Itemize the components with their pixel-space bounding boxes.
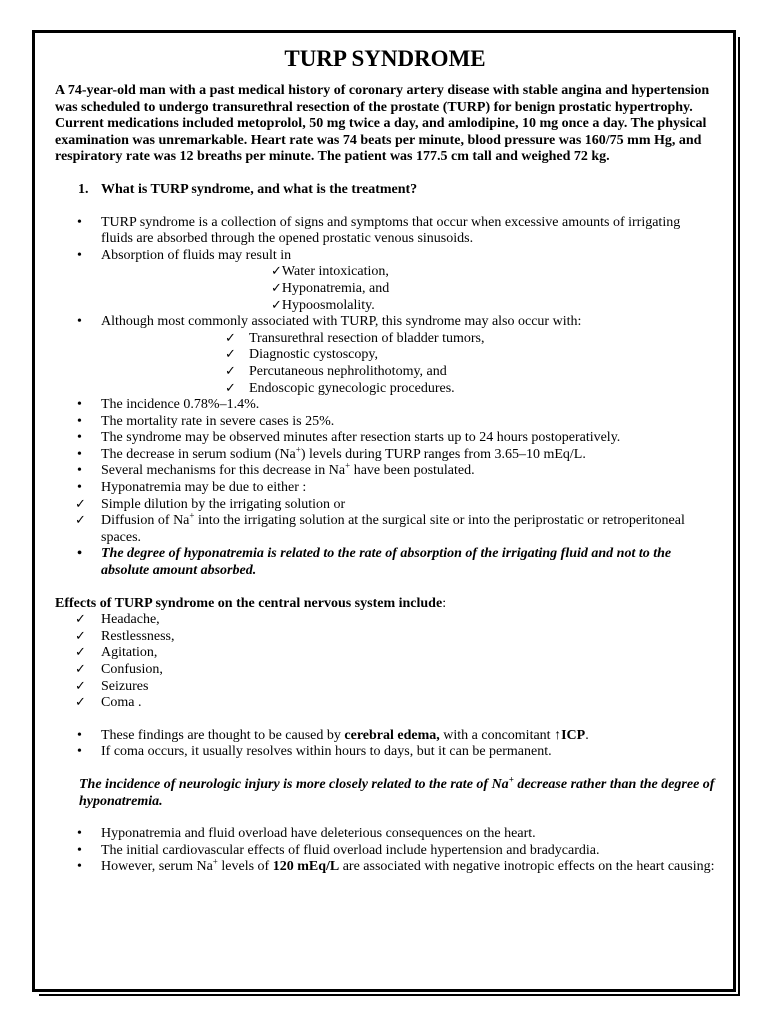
check-item: ✓ Seizures bbox=[55, 679, 715, 696]
cns-effects-list bbox=[55, 612, 715, 712]
check-item: ✓ Confusion, bbox=[55, 662, 715, 679]
absorption-results-list bbox=[55, 264, 715, 314]
text-span: . bbox=[585, 727, 589, 743]
text-span: have been postulated. bbox=[350, 463, 475, 479]
list-item: • The degree of hyponatremia is related to the rate of absorption of the irrigating fluid and not to the absolute amount absorbed. bbox=[55, 546, 715, 579]
text-span: Several mechanisms for this decrease in Na bbox=[101, 463, 346, 479]
bullet-list-2 bbox=[55, 314, 715, 331]
check-item: ✓ Transurethral resection of bladder tumors, bbox=[225, 331, 715, 348]
list-item: • Hyponatremia and fluid overload have deleterious consequences on the heart. bbox=[55, 826, 715, 843]
intro-paragraph-2: Current medications included metoprolol, 50 mg twice a day, and amlodipine, 10 mg once a day. The physical examination was unremarkable. Heart rate was 74 beats per minute, blood pressure was 160/75 mm Hg, and respiratory rate was 12 breaths per minute. The patient was 177.5 cm tall and weighed 72 kg. bbox=[55, 116, 707, 165]
superscript: + bbox=[295, 444, 301, 455]
check-item-label: Water intoxication, bbox=[281, 264, 389, 280]
check-item bbox=[271, 264, 715, 281]
check-item: ✓ Coma . bbox=[55, 695, 715, 712]
check-item-label: Hyponatremia, and bbox=[281, 280, 390, 296]
list-item bbox=[55, 444, 715, 464]
list-item bbox=[55, 856, 715, 876]
text-span: However, serum Na bbox=[101, 859, 213, 875]
list-item: • Hyponatremia may be due to either : bbox=[55, 480, 715, 497]
check-item: ✓ Diagnostic cystoscopy, bbox=[225, 347, 715, 364]
list-item: • TURP syndrome is a collection of signs and symptoms that occur when excessive amounts of irrigating fluids are absorbed through the opened prostatic venous sinusoids. bbox=[55, 215, 715, 248]
text-span: with a concomitant ↑ bbox=[439, 727, 562, 743]
check-item bbox=[271, 281, 715, 298]
superscript: + bbox=[345, 460, 351, 471]
text-span: cerebral edema, bbox=[344, 727, 440, 743]
cns-heading bbox=[55, 596, 715, 613]
text-span: ) levels during TURP ranges from 3.65–10 mEq/L. bbox=[300, 446, 586, 462]
list-item bbox=[55, 728, 715, 745]
list-item: • The mortality rate in severe cases is 25%. bbox=[55, 414, 715, 431]
cns-heading-text: Effects of TURP syndrome on the central nervous system include bbox=[55, 595, 443, 611]
bullet-list-4 bbox=[55, 728, 715, 761]
check-item: ✓ Simple dilution by the irrigating solution or bbox=[55, 497, 715, 514]
page-border bbox=[32, 30, 736, 992]
emphasis-paragraph bbox=[55, 774, 715, 810]
list-item: • Absorption of fluids may result in bbox=[55, 248, 715, 265]
bullet-list-3 bbox=[55, 397, 715, 580]
list-item: • The syndrome may be observed minutes after resection starts up to 24 hours postoperatively. bbox=[55, 430, 715, 447]
text-span: These findings are thought to be caused by bbox=[101, 727, 345, 743]
question-number: 1. bbox=[78, 181, 89, 197]
text-span: decrease rather than the degree of hyponatremia. bbox=[79, 776, 715, 809]
check-item bbox=[55, 510, 715, 546]
question-text: What is TURP syndrome, and what is the treatment? bbox=[101, 181, 418, 197]
text-span: 120 mEq/L bbox=[272, 859, 340, 875]
text-span: are associated with negative inotropic effects on the heart causing: bbox=[339, 859, 715, 875]
intro-paragraph-1: A 74-year-old man with a past medical history of coronary artery disease with stable angina and hypertension was scheduled to undergo transurethral resection of the prostate (TURP) for benign prostatic hypertrophy. bbox=[55, 83, 710, 115]
list-item: • The incidence 0.78%–1.4%. bbox=[55, 397, 715, 414]
text-span: into the irrigating solution at the surgical site or into the periprostatic or retroperitoneal spaces. bbox=[101, 513, 685, 545]
bullet-list-5 bbox=[55, 826, 715, 876]
page-title: TURP SYNDROME bbox=[284, 46, 486, 71]
check-item: ✓ Restlessness, bbox=[55, 629, 715, 646]
associated-procedures-list bbox=[55, 331, 715, 397]
superscript: + bbox=[189, 510, 195, 521]
text-span: Diffusion of Na bbox=[101, 513, 190, 529]
text-span: ICP bbox=[561, 727, 586, 743]
check-item: ✓ Percutaneous nephrolithotomy, and bbox=[225, 364, 715, 381]
list-item: • If coma occurs, it usually resolves within hours to days, but it can be permanent. bbox=[55, 744, 715, 761]
check-item: ✓ Agitation, bbox=[55, 645, 715, 662]
check-item: ✓ Endoscopic gynecologic procedures. bbox=[225, 381, 715, 398]
superscript: + bbox=[508, 774, 514, 785]
check-item-label: Hypoosmolality. bbox=[281, 297, 375, 313]
list-item: • Although most commonly associated with TURP, this syndrome may also occur with: bbox=[55, 314, 715, 331]
text-span: The incidence of neurologic injury is more closely related to the rate of Na bbox=[79, 776, 509, 792]
text-span: The decrease in serum sodium (Na bbox=[101, 446, 296, 462]
check-item bbox=[271, 298, 715, 315]
case-intro bbox=[55, 83, 715, 166]
superscript: + bbox=[212, 856, 218, 867]
question-1 bbox=[55, 182, 715, 199]
list-item: • The initial cardiovascular effects of fluid overload include hypertension and bradycardia. bbox=[55, 843, 715, 860]
list-item bbox=[55, 460, 715, 480]
check-item: ✓ Headache, bbox=[55, 612, 715, 629]
bullet-list-1 bbox=[55, 215, 715, 265]
document-body bbox=[55, 45, 715, 876]
cns-heading-colon: : bbox=[442, 595, 447, 611]
text-span: levels of bbox=[217, 859, 273, 875]
